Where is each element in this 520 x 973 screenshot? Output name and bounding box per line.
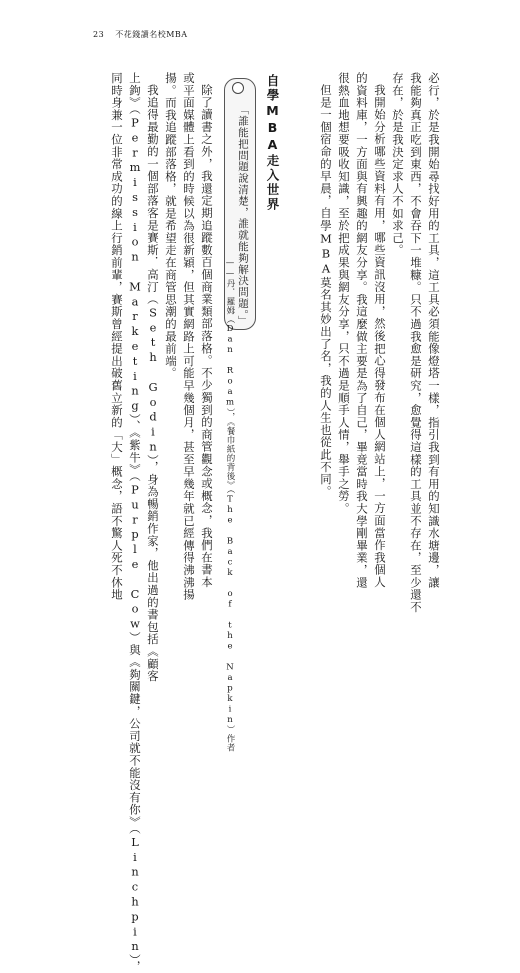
quote-attribution: ——丹．羅姆（Dan Roam），《餐巾紙的背後》（The Back of the Napkin）作者 [225, 258, 235, 753]
text-column: 除了讀書之外，我還定期追蹤數百個商業類部落格。不少獨到的商管觀念或概念，我們在書本 [200, 84, 214, 589]
text-column: 但是一個宿命的早晨，自學MBA莫名其妙出了名，我的人生也從此不同。 [319, 84, 333, 498]
running-header [93, 29, 188, 40]
text-column: 揚。而我追蹤部落格，就是希望走在商管思潮的最前端。 [164, 72, 178, 380]
tag-hole [232, 82, 244, 94]
text-column: 的資料庫，一方面與有興趣的網友分享。我這麼做主要是為了自己，畢竟當時我大學剛畢業，還 [355, 72, 369, 589]
quote-text: 「誰能把問題說清楚，誰就能夠解決問題。」 [237, 104, 249, 327]
text-column: 同時身兼一位非常成功的線上行銷前輩，賽斯曾經提出破舊立新的「大」概念，語不驚人死不休地 [110, 72, 124, 601]
section-heading: 自學MBA走入世界 [265, 74, 280, 212]
text-column: 我追得最勤的一個部落客是賽斯．高汀（Seth Godin），身為暢銷作家，他出過的書包括《顧客 [146, 84, 160, 683]
text-column: 必行，於是我開始尋找好用的工具，這工具必須能像燈塔一樣，指引我到有用的知識水塘邊，讓 [427, 72, 441, 589]
running-title: 不花錢讀名校MBA [115, 30, 188, 39]
text-column: 很熱血地想要吸收知識，至於把成果與網友分享，只不過是順手人情，舉手之勞。 [337, 72, 351, 515]
text-column: 存在，於是我決定求人不如求己。 [391, 72, 405, 257]
text-column: 上鉤》（Permission Marketing）、《紫牛》（Purple Cow）與《夠關鍵，公司就不能沒有你》（Linchpin）， [128, 72, 142, 973]
page-number: 23 [93, 30, 105, 39]
text-column: 我開始分析哪些資料有用，哪些資訊沒用，然後把心得發布在個人網站上，一方面當作我個人 [373, 84, 387, 589]
text-column: 我能夠真正吃到東西，不會吞下一堆糠。只不過我愈是研究，愈覺得這樣的工具並不存在，至少還不 [409, 72, 423, 614]
text-column: 或平面媒體上看到的時候以為很新穎，但其實網路上可能早幾個月，甚至早幾年就已經傳得沸沸揚 [182, 72, 196, 601]
